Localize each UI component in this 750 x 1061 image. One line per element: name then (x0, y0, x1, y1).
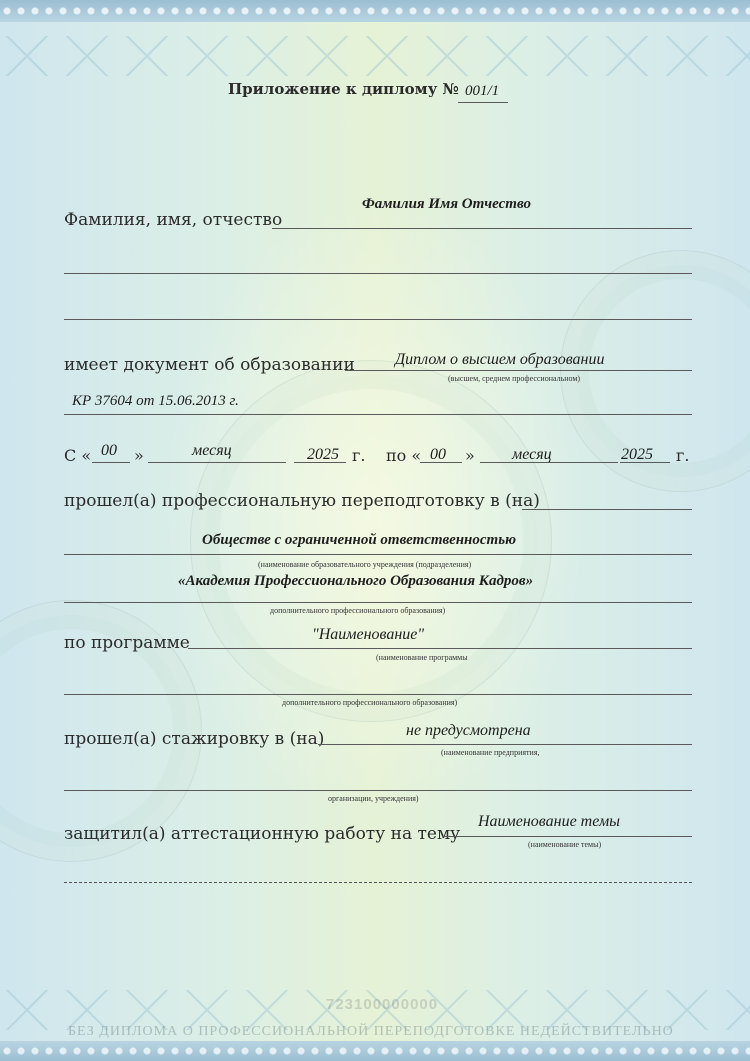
fio-label: Фамилия, имя, отчество (64, 210, 283, 230)
serial-number: 723100000000 (326, 996, 439, 1013)
thesis-hint: (наименование темы) (528, 840, 602, 849)
internship-hint: (наименование предприятия, (441, 748, 540, 757)
education-doc-details: КР 37604 от 15.06.2013 г. (72, 393, 239, 409)
period-from-month-line (148, 462, 286, 463)
period-to-year-line (620, 462, 670, 463)
thesis-value: Наименование темы (478, 813, 620, 830)
period-to-quote: » (465, 446, 475, 465)
fio-line-2 (64, 273, 692, 274)
period-from-year-suffix: г. (352, 446, 366, 465)
period-from-month: месяц (192, 442, 232, 459)
program-line (188, 648, 692, 649)
top-wave-ornament (0, 36, 750, 76)
retraining-label: прошел(а) профессиональную переподготовку в (на) (64, 491, 540, 511)
period-to-day: 00 (430, 446, 446, 463)
program-hint-2: дополнительного профессионального образования) (282, 698, 458, 707)
internship-hint-2: организации, учреждения) (328, 794, 419, 803)
education-doc-value: Диплом о высшем образовании (395, 351, 605, 368)
fio-line (272, 228, 692, 229)
retraining-hint1: (наименование образовательного учреждения (подразделения) (258, 560, 472, 569)
period-to-month: месяц (512, 446, 552, 463)
internship-label: прошел(а) стажировку в (на) (64, 729, 325, 749)
program-hint: (наименование программы (376, 653, 468, 662)
thesis-label: защитил(а) аттестационную работу на тему (64, 824, 461, 844)
period-from-quote: » (134, 446, 144, 465)
period-to-day-line (420, 462, 462, 463)
thesis-line-2 (64, 882, 692, 883)
internship-line (318, 744, 692, 745)
period-to-year-suffix: г. (676, 446, 690, 465)
retraining-org-line2: «Академия Профессионального Образования Кадров» (178, 573, 534, 589)
education-doc-details-line (64, 414, 692, 415)
retraining-hint2: дополнительного профессионального образования) (270, 606, 446, 615)
retraining-org-line1-underline (64, 554, 692, 555)
validity-notice: БЕЗ ДИПЛОМА О ПРОФЕССИОНАЛЬНОЙ ПЕРЕПОДГОТОВКЕ НЕДЕЙСТВИТЕЛЬНО (68, 1024, 674, 1039)
education-doc-line (345, 370, 692, 371)
document-title: Приложение к диплому № (228, 80, 459, 98)
education-doc-label: имеет документ об образовании (64, 355, 355, 375)
retraining-org-line1: Обществе с ограниченной ответственностью (202, 532, 517, 548)
period-from-day-line (92, 462, 130, 463)
top-ornament-border (0, 0, 750, 22)
period-to-prefix: по « (386, 446, 422, 465)
bottom-ornament-border (0, 1041, 750, 1061)
period-from-day: 00 (101, 442, 117, 459)
period-to-month-line (480, 462, 618, 463)
period-from-prefix: С « (64, 446, 92, 465)
program-line-2 (64, 694, 692, 695)
internship-line-2 (64, 790, 692, 791)
diploma-number: 001/1 (465, 83, 500, 99)
retraining-line (522, 509, 692, 510)
period-from-year-line (294, 462, 346, 463)
program-value: "Наименование" (312, 626, 425, 643)
internship-value: не предусмотрена (406, 722, 531, 739)
program-label: по программе (64, 633, 190, 653)
fio-value: Фамилия Имя Отчество (362, 196, 531, 212)
period-from-year: 2025 (307, 446, 339, 463)
diploma-number-line (458, 102, 508, 103)
education-doc-hint: (высшем, среднем профессиональном) (448, 374, 581, 383)
fio-line-3 (64, 319, 692, 320)
thesis-line (442, 836, 692, 837)
retraining-org-line2-underline (64, 602, 692, 603)
period-to-year: 2025 (621, 446, 653, 463)
right-guilloche-rosette (560, 250, 750, 492)
